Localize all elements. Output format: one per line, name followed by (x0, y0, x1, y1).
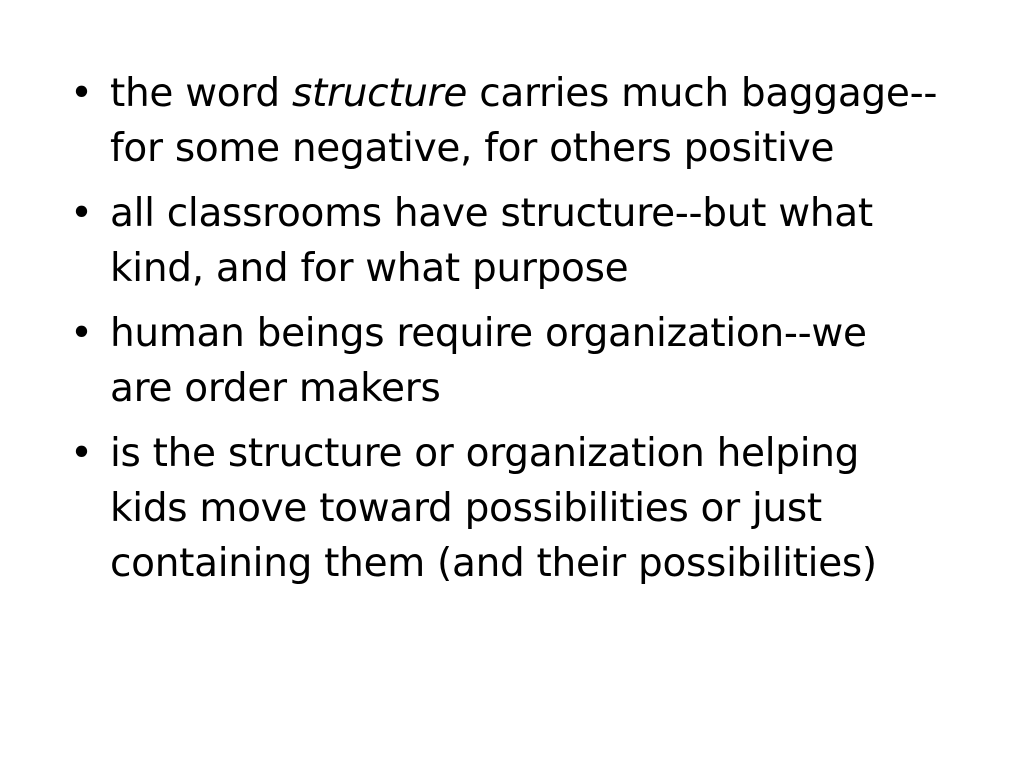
bullet-text: is the structure or organization helping kids move toward possibilities or just containing them (and their possibilities) (110, 431, 877, 586)
bullet-dot: • (70, 431, 93, 476)
bullet-list (70, 66, 940, 601)
bullet-item (70, 426, 940, 591)
bullet-dot: • (70, 191, 93, 236)
bullet-text: all classrooms have structure--but what kind, and for what purpose (110, 191, 873, 291)
bullet-dot: • (70, 71, 93, 116)
bullet-item (70, 306, 940, 416)
bullet-text-before: the word (110, 71, 292, 116)
bullet-item (70, 66, 940, 176)
bullet-text: human beings require organization--we are order makers (110, 311, 867, 411)
bullet-text-after: carries much baggage--for some negative, for others positive (110, 71, 938, 171)
bullet-dot: • (70, 311, 93, 356)
bullet-text-emphasis: structure (291, 71, 468, 116)
bullet-item (70, 186, 940, 296)
